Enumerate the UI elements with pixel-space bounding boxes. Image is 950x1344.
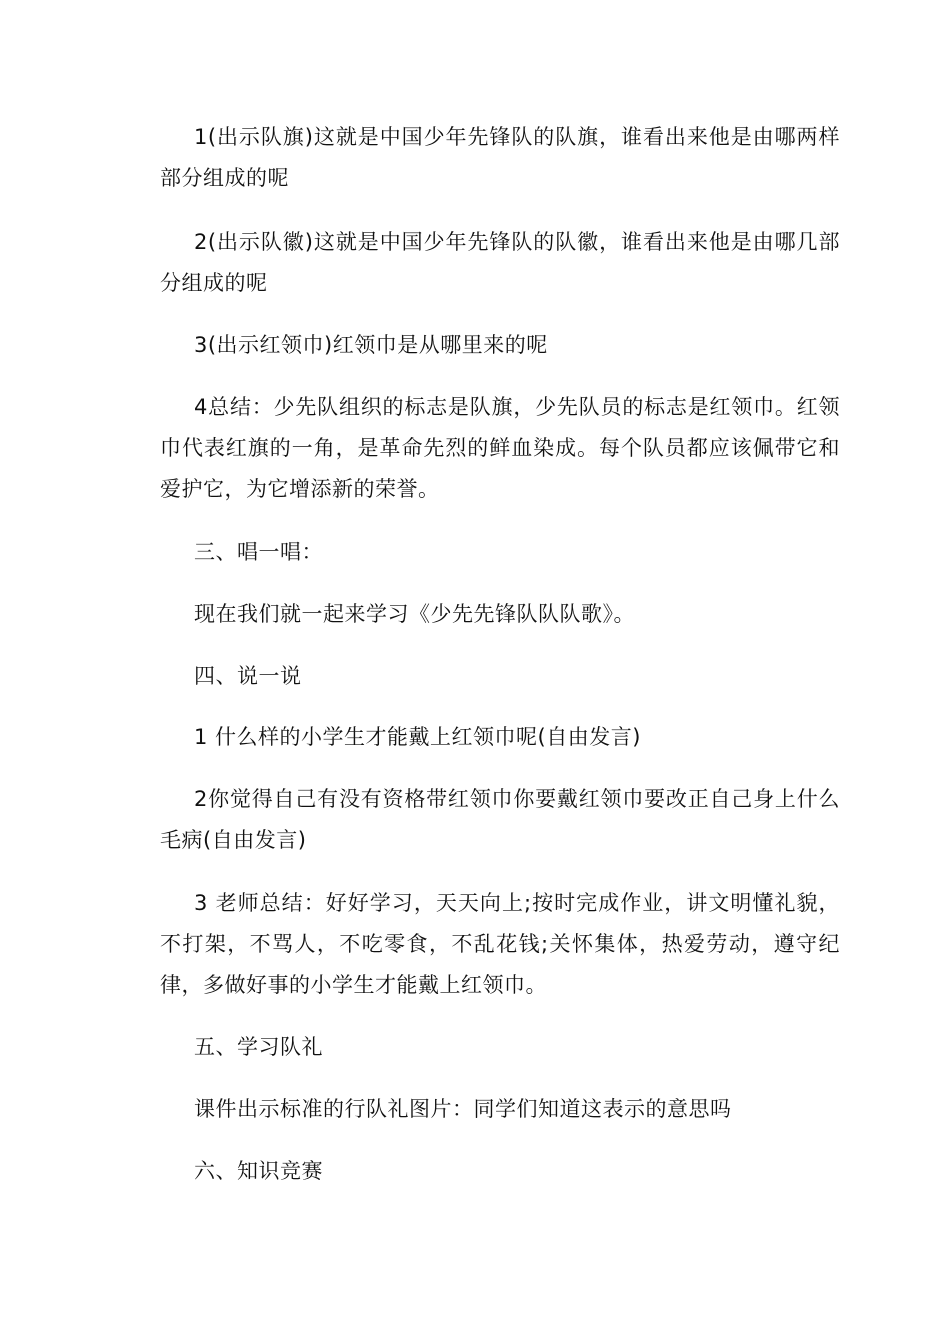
paragraph-teacher-summary: 3 老师总结：好好学习，天天向上;按时完成作业，讲文明懂礼貌，不打架，不骂人，不吃零食，不乱花钱;关怀集体，热爱劳动，遵守纪律，多做好事的小学生才能戴上红领巾。: [160, 891, 840, 997]
paragraph-flag-question: 1(出示队旗)这就是中国少年先锋队的队旗，谁看出来他是由哪两样部分组成的呢: [160, 125, 840, 190]
paragraph-speak-question-2: 2你觉得自己有没有资格带红领巾你要戴红领巾要改正自己身上什么毛病(自由发言): [160, 787, 840, 852]
section-heading-speak: 四、说一说: [194, 664, 302, 688]
paragraph-badge-question: 2(出示队徽)这就是中国少年先锋队的队徽，谁看出来他是由哪几部分组成的呢: [160, 230, 840, 295]
section-heading-sing: 三、唱一唱：: [194, 540, 323, 564]
section-heading-salute: 五、学习队礼: [194, 1035, 323, 1059]
paragraph-learn-song: 现在我们就一起来学习《少先先锋队队队歌》。: [194, 602, 635, 626]
paragraph-summary: 4总结：少先队组织的标志是队旗，少先队员的标志是红领巾。红领巾代表红旗的一角，是革命先烈的鲜血染成。每个队员都应该佩带它和爱护它，为它增添新的荣誉。: [160, 395, 840, 501]
paragraph-speak-question-1: 1 什么样的小学生才能戴上红领巾呢(自由发言): [194, 725, 641, 749]
paragraph-scarf-question: 3(出示红领巾)红领巾是从哪里来的呢: [194, 333, 548, 357]
paragraph-salute-picture: 课件出示标准的行队礼图片：同学们知道这表示的意思吗: [194, 1097, 732, 1121]
section-heading-quiz: 六、知识竞赛: [194, 1159, 323, 1183]
